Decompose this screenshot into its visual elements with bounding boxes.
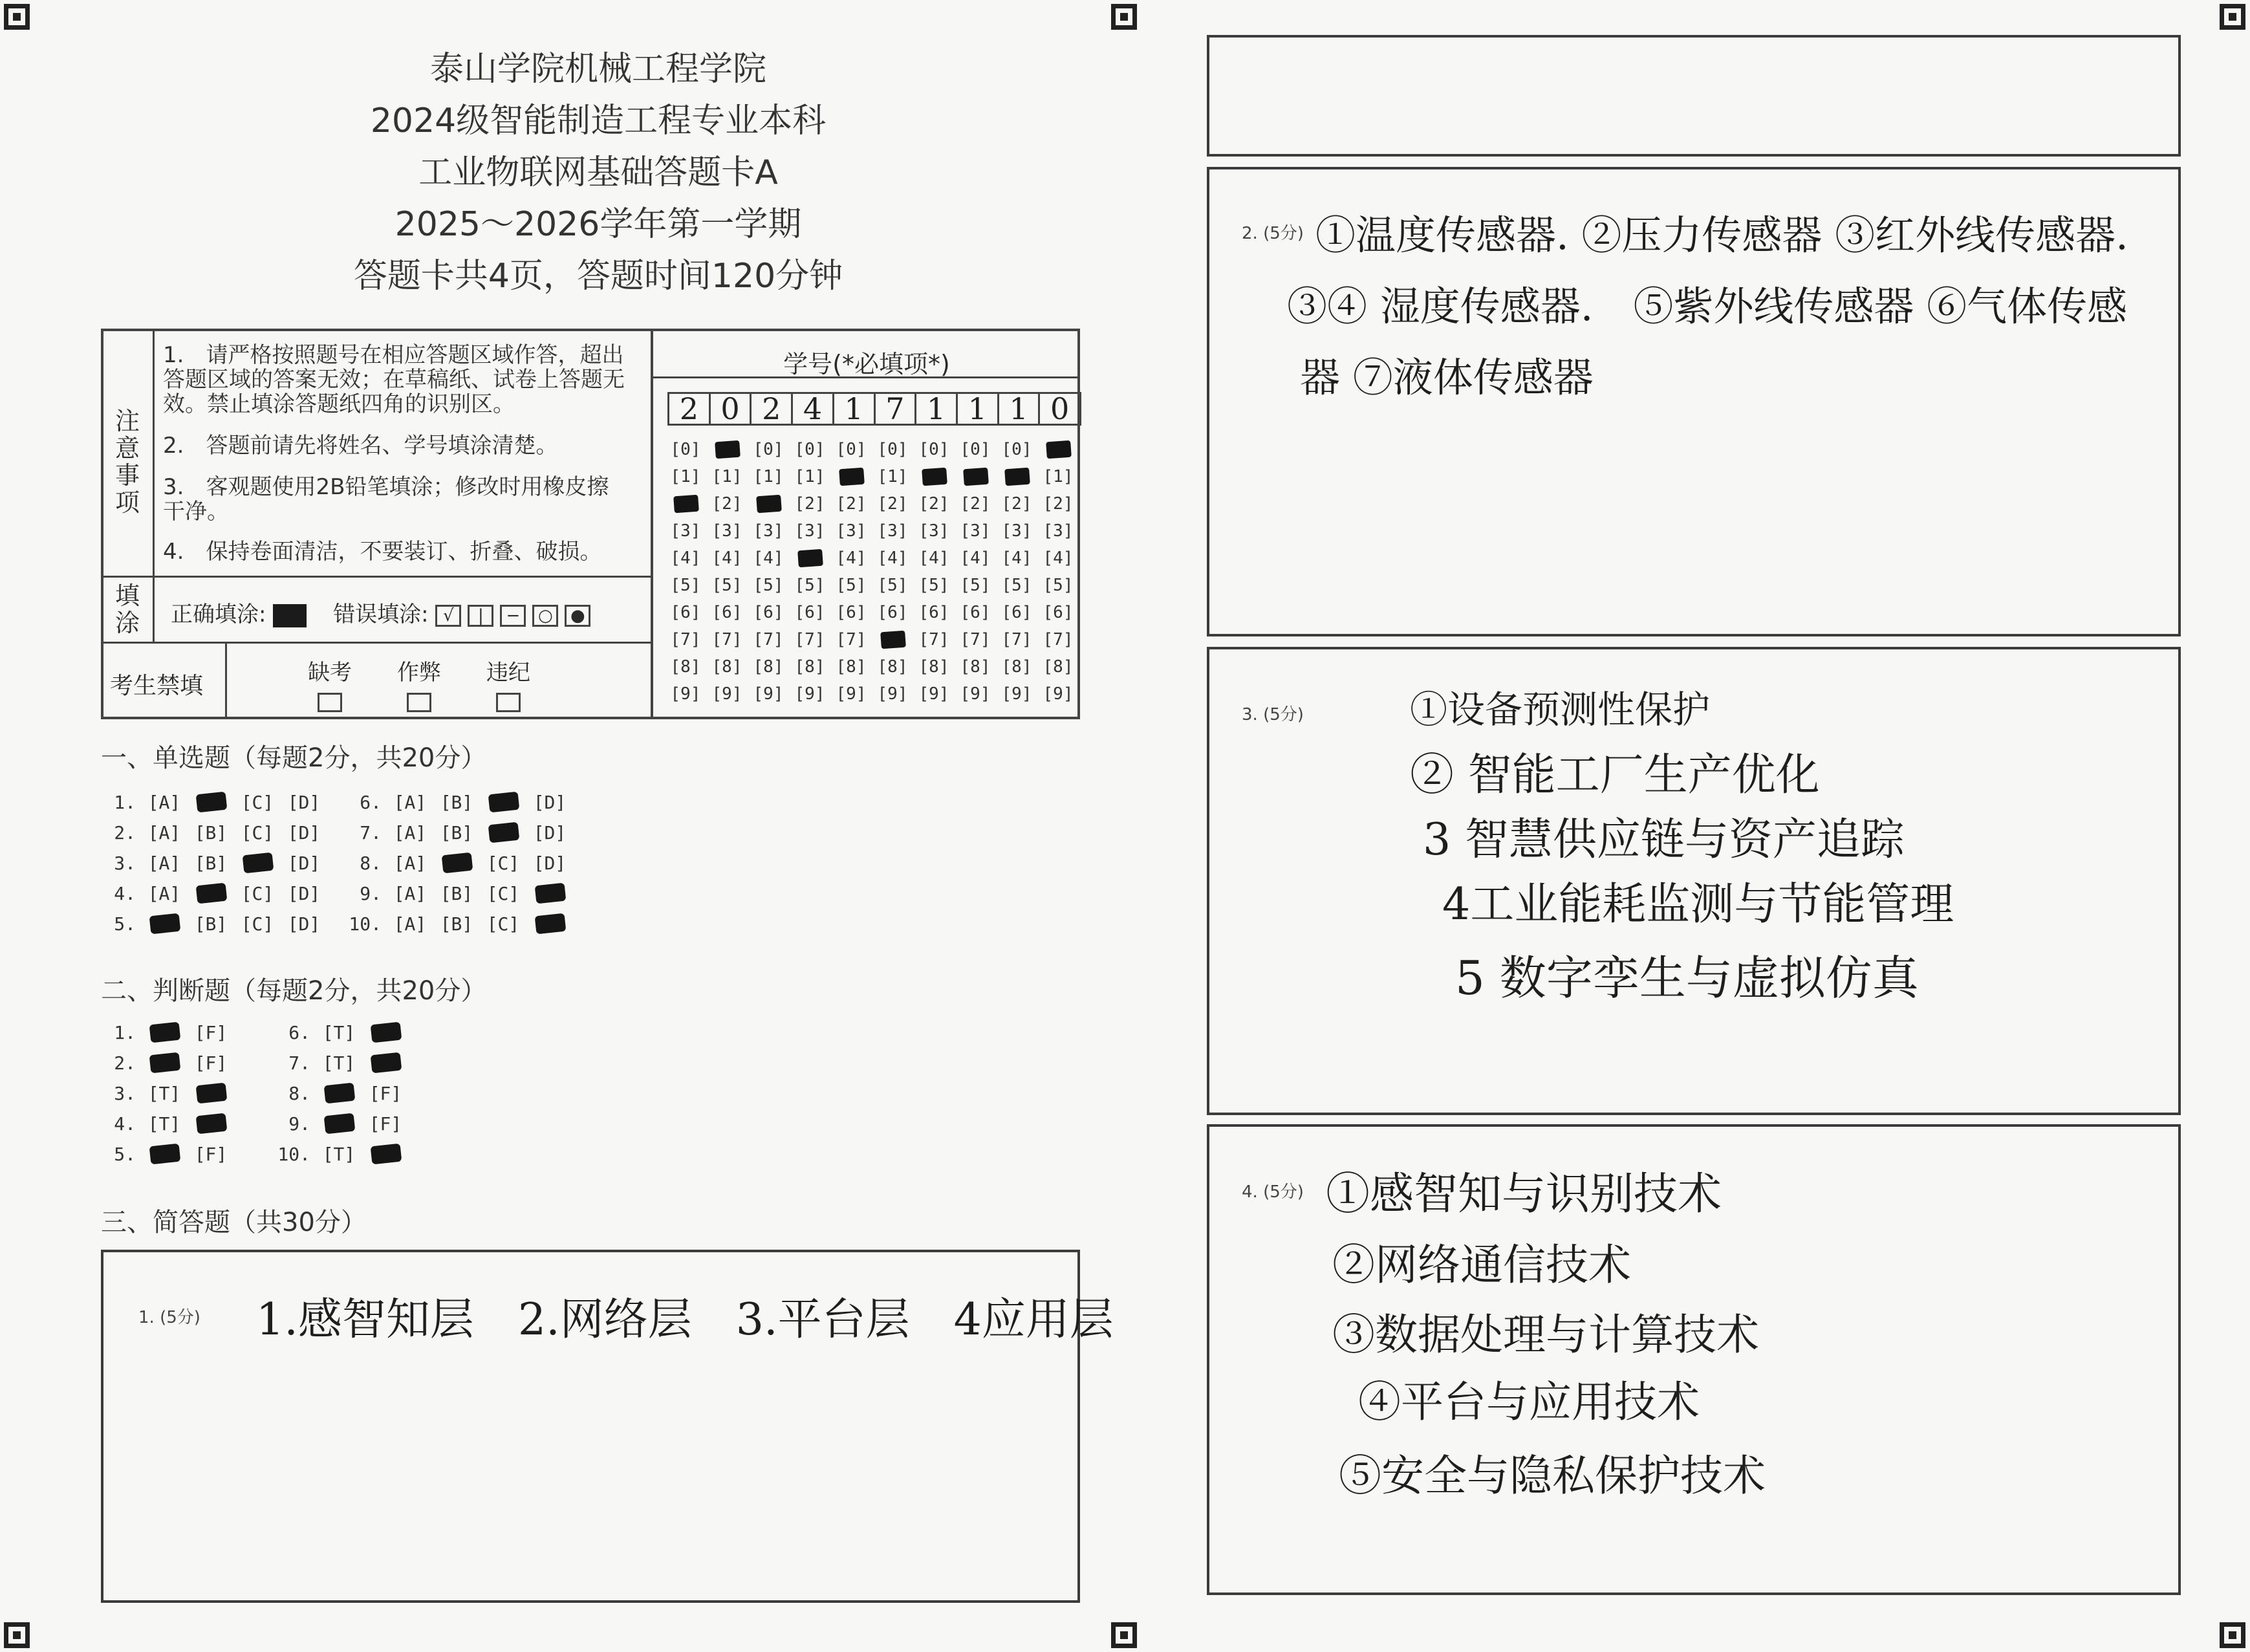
wrong-sample-circle: ○ <box>532 605 558 627</box>
student-id-bubble[interactable]: [7] <box>918 630 949 649</box>
student-id-bubble[interactable]: [1] <box>711 467 742 486</box>
corner-marker-top-left <box>4 4 30 30</box>
corner-marker-bottom-right <box>2220 1622 2245 1648</box>
student-id-bubble[interactable]: [6] <box>1043 603 1074 622</box>
student-id-bubble[interactable]: [5] <box>711 576 742 595</box>
q3-handwriting-line-4: 4工业能耗监测与节能管理 <box>1442 879 1954 930</box>
student-id-bubble[interactable]: [8] <box>1001 657 1032 677</box>
student-id-bubble[interactable]: [1] <box>794 467 825 486</box>
wrong-sample-check: √ <box>435 605 461 627</box>
notice-item-3: 3. 客观题使用2B铅笔填涂；修改时用橡皮擦干净。 <box>163 474 609 525</box>
student-id-digit[interactable]: 2 <box>669 394 711 424</box>
student-id-bubble[interactable]: [5] <box>960 576 991 595</box>
student-id-bubble[interactable]: [7] <box>1043 630 1074 649</box>
student-id-digit[interactable]: 2 <box>752 394 793 424</box>
student-id-bubble[interactable]: [0] <box>960 440 991 459</box>
question-row <box>343 792 573 813</box>
question-row <box>272 1083 409 1104</box>
student-id-bubble[interactable]: [1] <box>753 467 784 486</box>
question-row <box>97 1144 234 1165</box>
q4-handwriting-line-3: ③数据处理与计算技术 <box>1332 1310 1759 1360</box>
student-id-bubble[interactable] <box>750 493 786 515</box>
student-id-bubble[interactable]: [7] <box>794 630 825 649</box>
header-line-major: 2024级智能制造工程专业本科 <box>370 102 827 140</box>
student-id-bubble[interactable]: [9] <box>960 684 991 704</box>
student-id-bubble[interactable]: [9] <box>836 684 867 704</box>
student-id-bubble[interactable]: [9] <box>670 684 701 704</box>
student-id-digit[interactable]: 1 <box>916 394 958 424</box>
option-bubble[interactable]: [A] <box>393 792 427 813</box>
option-bubble[interactable]: [D] <box>287 883 321 904</box>
fill-wrong-label: 错误填涂: <box>333 602 429 627</box>
student-id-digit[interactable]: 1 <box>958 394 999 424</box>
q3-handwriting-line-3: 3 智慧供应链与资产追踪 <box>1423 814 1905 865</box>
info-panel <box>101 329 1080 719</box>
student-id-bubble[interactable]: [3] <box>794 521 825 541</box>
question-row <box>97 1052 234 1074</box>
student-id-bubble[interactable]: [5] <box>836 576 867 595</box>
option-bubble[interactable]: [A] <box>393 913 427 935</box>
notice-label: 注意事项 <box>114 407 140 517</box>
fill-correct-label: 正确填涂: <box>171 602 266 627</box>
student-id-bubble[interactable]: [8] <box>1043 657 1074 677</box>
forbid-violation-checkbox[interactable] <box>496 693 521 712</box>
student-id-bubble[interactable]: [3] <box>670 521 701 541</box>
answer-box-blank <box>1207 35 2181 157</box>
student-id-bubble[interactable]: [6] <box>711 603 742 622</box>
q3-handwriting-line-5: 5 数字孪生与虚拟仿真 <box>1455 951 1919 1005</box>
student-id-bubble[interactable]: [4] <box>711 549 742 568</box>
student-id-bubble[interactable]: [2] <box>877 494 908 514</box>
fill-label: 填涂 <box>114 581 140 637</box>
q4-handwriting-line-1: ①感智知与识别技术 <box>1326 1169 1722 1220</box>
option-bubble[interactable]: [T] <box>322 1052 356 1074</box>
question-row <box>272 1144 409 1165</box>
student-id-bubble[interactable]: [7] <box>960 630 991 649</box>
question-row <box>272 1052 409 1074</box>
question-row <box>343 883 573 904</box>
student-id-bubble[interactable]: [8] <box>877 657 908 677</box>
forbid-absent-checkbox[interactable] <box>318 693 342 712</box>
option-bubble[interactable] <box>188 792 234 813</box>
student-id-bubble[interactable] <box>957 466 993 488</box>
student-id-bubble[interactable]: [3] <box>918 521 949 541</box>
student-id-bubble[interactable]: [0] <box>794 440 825 459</box>
student-id-bubble[interactable]: [8] <box>918 657 949 677</box>
option-bubble[interactable] <box>141 1052 188 1074</box>
student-id-bubble[interactable]: [9] <box>711 684 742 704</box>
option-bubble[interactable] <box>316 1083 362 1104</box>
wrong-sample-dash: − <box>500 605 526 627</box>
student-id-bubble[interactable]: [0] <box>918 440 949 459</box>
student-id-bubble[interactable]: [3] <box>711 521 742 541</box>
option-bubble[interactable]: [F] <box>369 1083 402 1104</box>
q3-handwriting-line-1: ①设备预测性保护 <box>1410 688 1711 732</box>
answer-box-q2[interactable] <box>1207 167 2181 636</box>
question-number: 9. <box>288 1113 310 1135</box>
header-line-school: 泰山学院机械工程学院 <box>429 50 766 89</box>
student-id-bubble[interactable]: [2] <box>836 494 867 514</box>
header-line-semester: 2025～2026学年第一学期 <box>395 205 802 244</box>
student-id-bubble[interactable] <box>792 547 828 569</box>
question-number: 6. <box>360 792 382 813</box>
q4-label: 4. (5分) <box>1242 1182 1304 1202</box>
student-id-digits <box>667 392 1081 426</box>
student-id-bubble[interactable]: [0] <box>753 440 784 459</box>
option-bubble[interactable]: [D] <box>533 792 567 813</box>
fill-examples <box>171 596 597 628</box>
option-bubble[interactable] <box>433 853 480 874</box>
student-id-bubble[interactable]: [4] <box>877 549 908 568</box>
forbid-violation[interactable] <box>470 655 547 712</box>
question-row <box>97 1113 234 1135</box>
student-id-digit[interactable]: 0 <box>711 394 752 424</box>
q4-handwriting-line-5: ⑤安全与隐私保护技术 <box>1339 1451 1766 1501</box>
student-id-bubble[interactable]: [3] <box>1001 521 1032 541</box>
question-number: 2. <box>114 822 136 843</box>
answer-box-q1[interactable] <box>101 1250 1114 1603</box>
option-bubble[interactable]: [F] <box>194 1144 228 1165</box>
option-bubble[interactable]: [D] <box>287 913 321 935</box>
student-id-bubble[interactable] <box>709 439 745 461</box>
student-id-bubble[interactable]: [9] <box>794 684 825 704</box>
q1-handwriting: 1.感智知层 2.网络层 3.平台层 4应用层 <box>256 1294 1114 1345</box>
student-id-bubble[interactable]: [2] <box>918 494 949 514</box>
student-id-bubble[interactable]: [6] <box>918 603 949 622</box>
option-bubble[interactable] <box>141 913 188 935</box>
question-row <box>343 853 573 874</box>
student-id-bubble[interactable]: [4] <box>670 549 701 568</box>
q3-label: 3. (5分) <box>1242 705 1304 724</box>
forbid-label: 考生禁填 <box>110 673 204 699</box>
option-bubble[interactable]: [C] <box>241 792 274 813</box>
wrong-sample-dot: ● <box>565 605 590 627</box>
student-id-bubble[interactable]: [4] <box>1043 549 1074 568</box>
student-id-bubble[interactable]: [5] <box>794 576 825 595</box>
question-number: 1. <box>114 792 136 813</box>
student-id-title: 学号(*必填项*) <box>783 350 950 378</box>
q2-handwriting-line-2: ③④ 湿度传感器. ⑤紫外线传感器 ⑥气体传感 <box>1287 283 2128 330</box>
option-bubble[interactable]: [D] <box>287 853 321 874</box>
student-id-bubble[interactable]: [9] <box>877 684 908 704</box>
q4-handwriting-line-2: ②网络通信技术 <box>1332 1240 1631 1290</box>
student-id-bubble[interactable]: [8] <box>836 657 867 677</box>
notice-item-2: 2. 答题前请先将姓名、学号填涂清楚。 <box>163 433 558 459</box>
forbid-violation-label: 违纪 <box>486 660 530 686</box>
option-bubble[interactable]: [B] <box>440 822 473 843</box>
student-id-digit[interactable]: 7 <box>876 394 917 424</box>
header-line-duration: 答题卡共4页，答题时间120分钟 <box>353 257 843 296</box>
option-bubble[interactable]: [T] <box>147 1083 181 1104</box>
question-row <box>97 883 327 904</box>
option-bubble[interactable]: [C] <box>486 883 520 904</box>
question-row <box>97 822 327 843</box>
option-bubble[interactable] <box>362 1052 409 1074</box>
option-bubble[interactable]: [T] <box>147 1113 181 1135</box>
option-bubble[interactable] <box>480 822 526 843</box>
option-bubble[interactable]: [B] <box>440 792 473 813</box>
student-id-bubble[interactable] <box>999 466 1035 488</box>
question-row <box>343 913 573 935</box>
question-number: 3. <box>114 1083 136 1104</box>
student-id-bubble[interactable]: [6] <box>670 603 701 622</box>
student-id-bubble[interactable]: [3] <box>1043 521 1074 541</box>
option-bubble[interactable]: [B] <box>194 853 228 874</box>
option-bubble[interactable]: [A] <box>147 822 181 843</box>
student-id-bubble[interactable]: [3] <box>877 521 908 541</box>
student-id-bubble[interactable]: [9] <box>1043 684 1074 704</box>
student-id-bubble[interactable] <box>1040 439 1076 461</box>
forbid-absent-label: 缺考 <box>308 660 352 686</box>
option-bubble[interactable] <box>362 1022 409 1043</box>
option-bubble[interactable] <box>188 1113 234 1135</box>
answer-box-q3[interactable] <box>1207 647 2181 1115</box>
option-bubble[interactable]: [F] <box>369 1113 402 1135</box>
student-id-bubble[interactable]: [1] <box>877 467 908 486</box>
student-id-bubble[interactable]: [8] <box>960 657 991 677</box>
question-row <box>272 1113 409 1135</box>
student-id-bubble[interactable]: [1] <box>1043 467 1074 486</box>
student-id-bubble[interactable]: [0] <box>836 440 867 459</box>
student-id-bubble[interactable]: [6] <box>960 603 991 622</box>
student-id-bubble[interactable]: [8] <box>670 657 701 677</box>
student-id-bubble[interactable]: [4] <box>753 549 784 568</box>
question-row <box>343 822 573 843</box>
option-bubble[interactable]: [A] <box>393 822 427 843</box>
student-id-bubble[interactable]: [7] <box>670 630 701 649</box>
student-id-bubble[interactable]: [6] <box>753 603 784 622</box>
option-bubble[interactable] <box>526 913 573 935</box>
question-number: 7. <box>288 1052 310 1074</box>
student-id-bubble[interactable]: [2] <box>794 494 825 514</box>
q2-handwriting-line-1: ①温度传感器. ②压力传感器 ③红外线传感器. <box>1315 212 2128 259</box>
option-bubble[interactable]: [D] <box>287 822 321 843</box>
student-id-bubble[interactable]: [8] <box>794 657 825 677</box>
corner-marker-top-right <box>2220 4 2245 30</box>
option-bubble[interactable] <box>526 883 573 904</box>
student-id-bubble[interactable]: [2] <box>960 494 991 514</box>
question-number: 4. <box>114 1113 136 1135</box>
question-number: 7. <box>360 822 382 843</box>
question-number: 8. <box>288 1083 310 1104</box>
question-row <box>97 913 327 935</box>
forbid-absent[interactable] <box>291 655 369 712</box>
question-number: 5. <box>114 913 136 935</box>
option-bubble[interactable]: [F] <box>194 1022 228 1043</box>
student-id-bubble[interactable]: [0] <box>1001 440 1032 459</box>
question-number: 6. <box>288 1022 310 1043</box>
student-id-bubble[interactable]: [5] <box>753 576 784 595</box>
student-id-bubble[interactable]: [3] <box>960 521 991 541</box>
question-number: 4. <box>114 883 136 904</box>
option-bubble[interactable]: [A] <box>147 883 181 904</box>
student-id-bubble[interactable]: [5] <box>877 576 908 595</box>
student-id-bubble[interactable]: [2] <box>711 494 742 514</box>
option-bubble[interactable]: [D] <box>287 792 321 813</box>
student-id-bubble[interactable]: [0] <box>877 440 908 459</box>
q4-handwriting-line-4: ④平台与应用技术 <box>1358 1377 1700 1427</box>
true-false-title: 二、判断题（每题2分，共20分） <box>101 976 487 1006</box>
student-id-bubble[interactable]: [4] <box>918 549 949 568</box>
question-number: 10. <box>277 1144 310 1165</box>
student-id-bubble[interactable]: [9] <box>918 684 949 704</box>
student-id-bubble[interactable]: [7] <box>1001 630 1032 649</box>
student-id-bubble[interactable]: [3] <box>753 521 784 541</box>
student-id-bubble[interactable]: [7] <box>836 630 867 649</box>
option-bubble[interactable]: [B] <box>440 913 473 935</box>
student-id-digit[interactable]: 0 <box>1050 391 1070 426</box>
question-number: 1. <box>114 1022 136 1043</box>
corner-marker-bottom-left <box>4 1622 30 1648</box>
wrong-sample-bar: | <box>468 605 493 627</box>
question-number: 5. <box>114 1144 136 1165</box>
option-bubble[interactable]: [A] <box>147 792 181 813</box>
option-bubble[interactable]: [F] <box>194 1052 228 1074</box>
question-number: 9. <box>360 883 382 904</box>
student-id-bubble[interactable]: [8] <box>711 657 742 677</box>
notice-item-4: 4. 保持卷面清洁，不要装订、折叠、破损。 <box>163 539 602 565</box>
option-bubble[interactable]: [A] <box>147 853 181 874</box>
student-id-digit[interactable]: 1 <box>834 394 876 424</box>
option-bubble[interactable] <box>188 883 234 904</box>
q3-handwriting-line-2: ② 智能工厂生产优化 <box>1410 750 1820 801</box>
question-row <box>97 853 327 874</box>
student-id-bubble[interactable]: [9] <box>1001 684 1032 704</box>
student-id-bubble[interactable] <box>667 493 704 515</box>
option-bubble[interactable]: [C] <box>241 822 274 843</box>
option-bubble[interactable]: [C] <box>241 913 274 935</box>
student-id-bubble[interactable]: [6] <box>877 603 908 622</box>
corner-marker-bottom-center <box>1111 1622 1137 1648</box>
student-id-bubble[interactable]: [0] <box>670 440 701 459</box>
answer-box-q4[interactable] <box>1207 1124 2181 1595</box>
student-id-bubble[interactable]: [4] <box>960 549 991 568</box>
option-bubble[interactable]: [D] <box>533 822 567 843</box>
student-id-bubble[interactable] <box>916 466 952 488</box>
option-bubble[interactable] <box>188 1083 234 1104</box>
q1-label: 1. (5分) <box>138 1308 200 1327</box>
option-bubble[interactable]: [B] <box>440 883 473 904</box>
question-row <box>97 1083 234 1104</box>
option-bubble[interactable]: [B] <box>194 822 228 843</box>
option-bubble[interactable] <box>234 853 281 874</box>
student-id-bubble[interactable]: [5] <box>1001 576 1032 595</box>
student-id-bubble[interactable]: [6] <box>836 603 867 622</box>
student-id-bubble[interactable] <box>874 629 911 651</box>
option-bubble[interactable]: [A] <box>393 883 427 904</box>
student-id-bubble[interactable]: [6] <box>1001 603 1032 622</box>
option-bubble[interactable]: [A] <box>393 853 427 874</box>
student-id-bubble[interactable]: [2] <box>1001 494 1032 514</box>
question-row <box>97 792 327 813</box>
question-number: 2. <box>114 1052 136 1074</box>
student-id-bubble[interactable]: [4] <box>1001 549 1032 568</box>
student-id-bubble[interactable]: [3] <box>836 521 867 541</box>
question-number: 3. <box>114 853 136 874</box>
student-id-bubble[interactable]: [7] <box>711 630 742 649</box>
option-bubble[interactable] <box>141 1022 188 1043</box>
option-bubble[interactable]: [C] <box>486 853 520 874</box>
student-id-digit[interactable]: 1 <box>999 394 1041 424</box>
q2-label: 2. (5分) <box>1242 224 1304 243</box>
student-id-bubble[interactable]: [1] <box>670 467 701 486</box>
student-id-digit[interactable]: 4 <box>793 394 834 424</box>
option-bubble[interactable] <box>141 1144 188 1165</box>
forbid-cheat-label: 作弊 <box>397 660 441 686</box>
student-id-bubble[interactable]: [6] <box>794 603 825 622</box>
option-bubble[interactable] <box>362 1144 409 1165</box>
q2-handwriting-line-3: 器 ⑦液体传感器 <box>1300 354 1594 401</box>
forbid-cheat[interactable] <box>380 655 458 712</box>
question-row <box>272 1022 409 1043</box>
question-row <box>97 1022 234 1043</box>
option-bubble[interactable]: [C] <box>241 883 274 904</box>
forbid-cheat-checkbox[interactable] <box>407 693 431 712</box>
question-number: 8. <box>360 853 382 874</box>
student-id-bubble[interactable]: [9] <box>753 684 784 704</box>
option-bubble[interactable]: [T] <box>322 1144 356 1165</box>
option-bubble[interactable]: [B] <box>194 913 228 935</box>
student-id-bubble[interactable]: [7] <box>753 630 784 649</box>
option-bubble[interactable]: [C] <box>486 913 520 935</box>
question-number: 10. <box>349 913 382 935</box>
student-id-bubble[interactable]: [5] <box>1043 576 1074 595</box>
option-bubble[interactable] <box>316 1113 362 1135</box>
notice-item-1: 1. 请严格按照题号在相应答题区域作答，超出答题区域的答案无效；在草稿纸、试卷上答题无效。禁止填涂答题纸四角的识别区。 <box>163 342 625 417</box>
student-id-bubble[interactable]: [4] <box>836 549 867 568</box>
short-answer-title: 三、简答题（共30分） <box>101 1208 367 1237</box>
header-line-course: 工业物联网基础答题卡A <box>418 153 778 192</box>
option-bubble[interactable]: [T] <box>322 1022 356 1043</box>
student-id-bubble[interactable]: [8] <box>753 657 784 677</box>
student-id-bubble[interactable]: [5] <box>670 576 701 595</box>
student-id-bubble[interactable] <box>833 466 869 488</box>
option-bubble[interactable]: [D] <box>533 853 567 874</box>
corner-marker-top-center <box>1111 4 1137 30</box>
option-bubble[interactable] <box>480 792 526 813</box>
single-choice-title: 一、单选题（每题2分，共20分） <box>101 743 487 773</box>
student-id-bubble[interactable]: [2] <box>1043 494 1074 514</box>
fill-correct-sample <box>273 604 307 627</box>
student-id-bubble[interactable]: [5] <box>918 576 949 595</box>
